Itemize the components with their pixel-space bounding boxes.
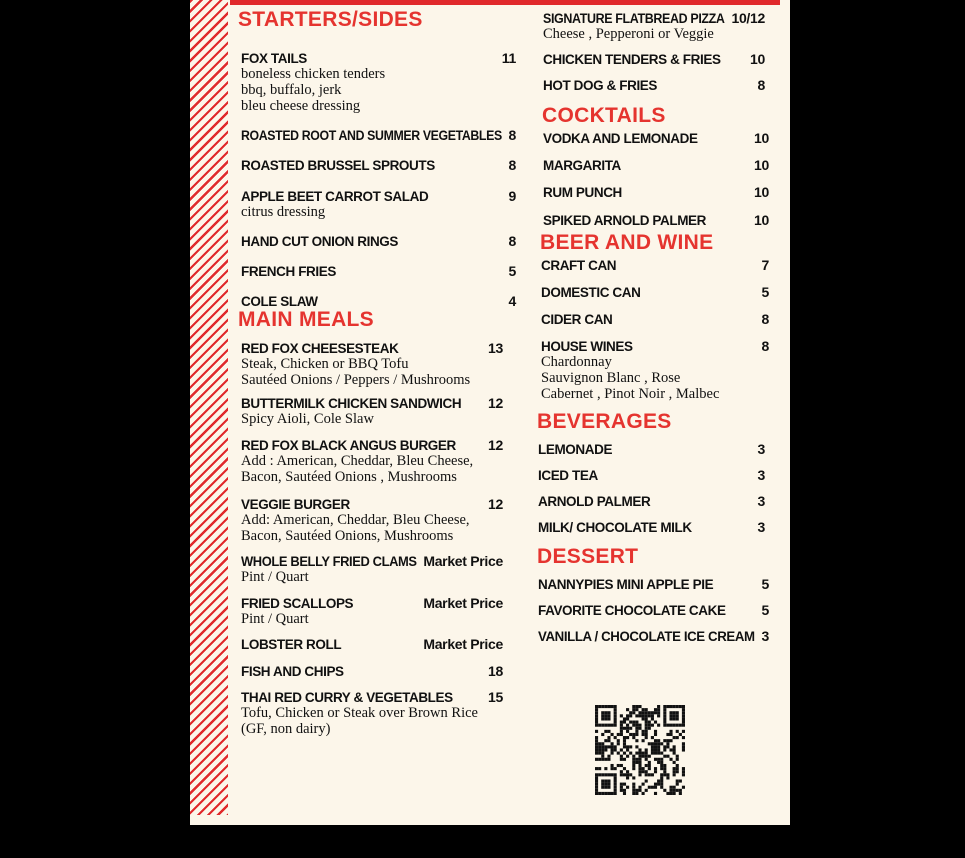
item-name: ROASTED BRUSSEL SPROUTS bbox=[241, 158, 435, 173]
item-name: FOX TAILS bbox=[241, 51, 307, 66]
menu-item bbox=[241, 636, 503, 652]
item-description: Steak, Chicken or BBQ Tofu bbox=[241, 356, 409, 372]
menu-item-row bbox=[241, 233, 516, 249]
item-description: Chardonnay bbox=[541, 354, 612, 370]
menu-item bbox=[241, 157, 516, 173]
item-name: FRENCH FRIES bbox=[241, 264, 336, 279]
menu-item-row bbox=[241, 293, 516, 309]
menu-item bbox=[241, 233, 516, 249]
item-name: DOMESTIC CAN bbox=[541, 285, 641, 300]
menu-item bbox=[241, 340, 503, 388]
item-name: BUTTERMILK CHICKEN SANDWICH bbox=[241, 396, 462, 411]
item-price: 3 bbox=[757, 441, 765, 457]
menu-item bbox=[538, 602, 769, 618]
menu-item bbox=[241, 663, 503, 679]
section-main-meals bbox=[241, 340, 503, 737]
item-description: bleu cheese dressing bbox=[241, 98, 361, 114]
item-description: Add: American, Cheddar, Bleu Cheese, bbox=[241, 512, 470, 528]
item-name: CIDER CAN bbox=[541, 312, 613, 327]
menu-item-row bbox=[538, 602, 769, 618]
menu-item-row bbox=[543, 212, 769, 228]
menu-page bbox=[190, 0, 790, 825]
menu-item-row bbox=[538, 576, 769, 592]
menu-item-row bbox=[541, 338, 769, 354]
item-name: VANILLA / CHOCOLATE ICE CREAM bbox=[538, 629, 755, 644]
menu-item-row bbox=[543, 77, 765, 93]
item-name: SPIKED ARNOLD PALMER bbox=[543, 213, 707, 228]
item-price: 5 bbox=[761, 284, 769, 300]
item-description: Bacon, Sautéed Onions , Mushrooms bbox=[241, 469, 457, 485]
item-name: APPLE BEET CARROT SALAD bbox=[241, 189, 429, 204]
item-price: 3 bbox=[757, 519, 765, 535]
heading-dessert: DESSERT bbox=[537, 545, 639, 568]
item-price: 3 bbox=[757, 493, 765, 509]
item-name: RED FOX CHEESESTEAK bbox=[241, 341, 399, 356]
item-description: Sauvignon Blanc , Rose bbox=[541, 370, 681, 386]
left-column bbox=[238, 6, 516, 737]
menu-item-row bbox=[541, 257, 769, 273]
menu-item bbox=[543, 51, 765, 67]
item-price: 10 bbox=[754, 212, 769, 228]
menu-item bbox=[543, 130, 769, 146]
menu-item bbox=[541, 338, 769, 402]
menu-item bbox=[538, 519, 765, 535]
menu-item bbox=[241, 496, 503, 544]
item-price: 8 bbox=[508, 127, 516, 143]
section-cocktails bbox=[543, 130, 769, 228]
menu-item-row bbox=[241, 188, 516, 204]
item-price: 8 bbox=[508, 233, 516, 249]
section-starters bbox=[241, 50, 516, 309]
item-description: Pint / Quart bbox=[241, 611, 309, 627]
item-price: 15 bbox=[488, 689, 503, 705]
item-price: 3 bbox=[757, 467, 765, 483]
heading-beverages: BEVERAGES bbox=[537, 410, 672, 433]
menu-item bbox=[241, 263, 516, 279]
item-price: 8 bbox=[508, 157, 516, 173]
item-description: citrus dressing bbox=[241, 204, 326, 220]
striped-border bbox=[190, 0, 228, 815]
menu-item bbox=[241, 127, 516, 143]
item-name: HAND CUT ONION RINGS bbox=[241, 234, 398, 249]
item-price: 5 bbox=[761, 602, 769, 618]
menu-item bbox=[538, 493, 765, 509]
menu-item-row bbox=[538, 628, 769, 644]
menu-item bbox=[538, 628, 769, 644]
item-price: 12 bbox=[488, 395, 503, 411]
item-name: HOUSE WINES bbox=[541, 339, 633, 354]
menu-item-row bbox=[541, 311, 769, 327]
menu-item-row bbox=[538, 441, 765, 457]
qr-code-icon[interactable] bbox=[595, 705, 685, 795]
item-description: Add : American, Cheddar, Bleu Cheese, bbox=[241, 453, 474, 469]
menu-item bbox=[241, 188, 516, 220]
item-price: 5 bbox=[508, 263, 516, 279]
menu-item-row bbox=[241, 595, 503, 611]
item-price: Market Price bbox=[423, 553, 503, 569]
item-description: Spicy Aioli, Cole Slaw bbox=[241, 411, 374, 427]
menu-item-row bbox=[241, 553, 503, 569]
item-name: VODKA AND LEMONADE bbox=[543, 131, 698, 146]
item-name: LEMONADE bbox=[538, 442, 613, 457]
heading-starters: STARTERS/SIDES bbox=[238, 8, 423, 31]
menu-item bbox=[541, 284, 769, 300]
menu-item bbox=[538, 441, 765, 457]
item-price: 5 bbox=[761, 576, 769, 592]
top-red-bar bbox=[230, 0, 780, 5]
item-price: 10 bbox=[750, 51, 765, 67]
item-price: 11 bbox=[501, 50, 516, 66]
menu-item bbox=[541, 257, 769, 273]
menu-item-row bbox=[538, 467, 765, 483]
menu-item bbox=[241, 553, 503, 585]
item-price: 13 bbox=[488, 340, 503, 356]
item-name: VEGGIE BURGER bbox=[241, 497, 350, 512]
menu-item bbox=[538, 576, 769, 592]
item-price: 10 bbox=[754, 157, 769, 173]
menu-item-row bbox=[543, 10, 765, 26]
item-description: Cheese , Pepperoni or Veggie bbox=[543, 26, 714, 42]
menu-item-row bbox=[241, 636, 503, 652]
item-name: CRAFT CAN bbox=[541, 258, 617, 273]
item-name: COLE SLAW bbox=[241, 294, 318, 309]
item-name: FAVORITE CHOCOLATE CAKE bbox=[538, 603, 726, 618]
item-name: LOBSTER ROLL bbox=[241, 637, 342, 652]
item-name: SIGNATURE FLATBREAD PIZZA bbox=[543, 11, 725, 26]
item-name: FRIED SCALLOPS bbox=[241, 596, 354, 611]
item-name: ARNOLD PALMER bbox=[538, 494, 651, 509]
menu-item-row bbox=[241, 395, 503, 411]
item-price: 10 bbox=[754, 130, 769, 146]
menu-item-row bbox=[241, 50, 516, 66]
item-name: MARGARITA bbox=[543, 158, 621, 173]
menu-item-row bbox=[538, 519, 765, 535]
item-price: 8 bbox=[761, 338, 769, 354]
item-price: 9 bbox=[508, 188, 516, 204]
item-name: RED FOX BLACK ANGUS BURGER bbox=[241, 438, 456, 453]
item-price: 12 bbox=[488, 437, 503, 453]
item-name: MILK/ CHOCOLATE MILK bbox=[538, 520, 692, 535]
item-name: HOT DOG & FRIES bbox=[543, 78, 658, 93]
menu-item bbox=[538, 467, 765, 483]
menu-item bbox=[543, 212, 769, 228]
item-name: NANNYPIES MINI APPLE PIE bbox=[538, 577, 714, 592]
menu-item bbox=[541, 311, 769, 327]
item-price: 8 bbox=[761, 311, 769, 327]
menu-item bbox=[543, 157, 769, 173]
item-price: Market Price bbox=[423, 595, 503, 611]
menu-item-row bbox=[543, 51, 765, 67]
menu-item-row bbox=[241, 127, 516, 143]
item-price: 12 bbox=[488, 496, 503, 512]
menu-item-row bbox=[543, 130, 769, 146]
menu-item bbox=[241, 689, 503, 737]
item-price: 10/12 bbox=[731, 10, 765, 26]
menu-item-row bbox=[538, 493, 765, 509]
section-beer-and-wine bbox=[543, 257, 769, 402]
heading-cocktails: COCKTAILS bbox=[542, 104, 666, 127]
menu-item-row bbox=[241, 157, 516, 173]
menu-item-row bbox=[241, 340, 503, 356]
heading-main-meals: MAIN MEALS bbox=[238, 308, 374, 331]
section-right-top bbox=[543, 10, 765, 93]
item-description: (GF, non dairy) bbox=[241, 721, 331, 737]
right-column bbox=[537, 8, 769, 644]
menu-item-row bbox=[241, 689, 503, 705]
item-price: 10 bbox=[754, 184, 769, 200]
menu-item-row bbox=[241, 263, 516, 279]
item-name: ICED TEA bbox=[538, 468, 598, 483]
menu-item-row bbox=[543, 157, 769, 173]
menu-item bbox=[241, 395, 503, 427]
item-name: RUM PUNCH bbox=[543, 185, 622, 200]
menu-item-row bbox=[241, 663, 503, 679]
item-description: bbq, buffalo, jerk bbox=[241, 82, 342, 98]
item-price: 7 bbox=[761, 257, 769, 273]
menu-item bbox=[543, 10, 765, 42]
item-price: 18 bbox=[488, 663, 503, 679]
item-description: Bacon, Sautéed Onions, Mushrooms bbox=[241, 528, 454, 544]
menu-item bbox=[241, 437, 503, 485]
item-price: 4 bbox=[508, 293, 516, 309]
menu-item-row bbox=[241, 496, 503, 512]
item-description: Pint / Quart bbox=[241, 569, 309, 585]
section-dessert bbox=[538, 576, 769, 644]
item-description: Sautéed Onions / Peppers / Mushrooms bbox=[241, 372, 471, 388]
item-name: ROASTED ROOT AND SUMMER VEGETABLES bbox=[241, 128, 502, 143]
menu-item bbox=[543, 184, 769, 200]
item-description: Tofu, Chicken or Steak over Brown Rice bbox=[241, 705, 478, 721]
menu-item-row bbox=[241, 437, 503, 453]
item-name: THAI RED CURRY & VEGETABLES bbox=[241, 690, 453, 705]
item-name: WHOLE BELLY FRIED CLAMS bbox=[241, 554, 417, 569]
menu-item bbox=[241, 293, 516, 309]
item-name: FISH AND CHIPS bbox=[241, 664, 344, 679]
section-beverages bbox=[538, 441, 765, 535]
menu-item-row bbox=[543, 184, 769, 200]
menu-item-row bbox=[541, 284, 769, 300]
item-price: 3 bbox=[761, 628, 769, 644]
item-price: Market Price bbox=[423, 636, 503, 652]
menu-item bbox=[241, 50, 516, 114]
item-description: Cabernet , Pinot Noir , Malbec bbox=[541, 386, 720, 402]
menu-item bbox=[241, 595, 503, 627]
heading-beer-and-wine: BEER AND WINE bbox=[540, 231, 714, 254]
item-description: boneless chicken tenders bbox=[241, 66, 386, 82]
menu-item bbox=[543, 77, 765, 93]
item-name: CHICKEN TENDERS & FRIES bbox=[543, 52, 721, 67]
item-price: 8 bbox=[757, 77, 765, 93]
